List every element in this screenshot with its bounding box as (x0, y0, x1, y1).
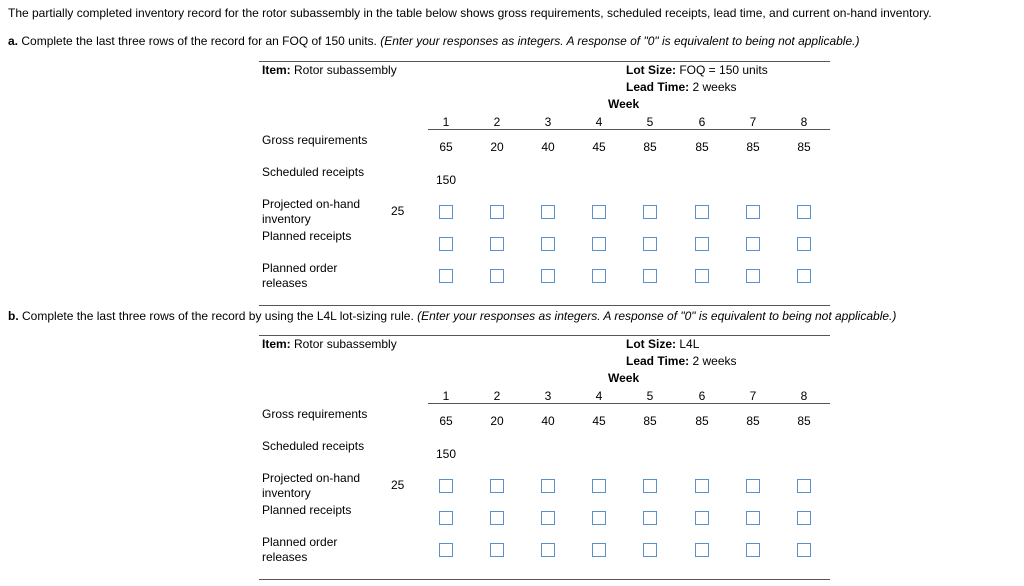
week-header-rule (428, 403, 830, 404)
week-number: 5 (646, 389, 654, 403)
planned-order-release-input[interactable] (541, 543, 555, 557)
gross-requirement-value: 45 (592, 140, 606, 154)
gross-requirement-value: 20 (490, 140, 504, 154)
planned-order-release-input[interactable] (695, 269, 709, 283)
week-number: 3 (544, 115, 552, 129)
gross-requirement-value: 40 (541, 414, 555, 428)
scheduled-receipts-label: Scheduled receipts (262, 165, 365, 179)
projected-on-hand-input[interactable] (541, 479, 555, 493)
part-b-text: Complete the last three rows of the record by using the L4L lot-sizing rule. (22, 309, 414, 323)
week-number: 4 (595, 115, 603, 129)
item-value: Rotor subassembly (294, 337, 397, 351)
projected-on-hand-input[interactable] (695, 205, 709, 219)
lead-time-value: 2 weeks (692, 354, 737, 368)
week-number: 8 (800, 115, 808, 129)
inventory-record-foq (259, 61, 830, 306)
initial-on-hand: 25 (391, 204, 405, 218)
part-a-label: a. (8, 34, 19, 48)
planned-receipt-input[interactable] (439, 511, 453, 525)
week-number: 3 (544, 389, 552, 403)
projected-on-hand-input[interactable] (541, 205, 555, 219)
projected-on-hand-label: Projected on-hand inventory (262, 197, 361, 226)
week-header: Week (608, 371, 640, 385)
projected-on-hand-input[interactable] (643, 205, 657, 219)
record-bottom-rule (259, 305, 830, 306)
scheduled-receipt-value: 150 (435, 447, 457, 461)
planned-order-release-input[interactable] (490, 543, 504, 557)
planned-receipts-label: Planned receipts (262, 503, 352, 517)
lot-size-label: Lot Size: (626, 337, 676, 351)
planned-receipt-input[interactable] (439, 237, 453, 251)
week-number: 7 (749, 389, 757, 403)
part-b-note: (Enter your responses as integers. A response of "0" is equivalent to being not applicable.) (417, 309, 897, 323)
planned-order-release-input[interactable] (439, 543, 453, 557)
projected-on-hand-input[interactable] (695, 479, 709, 493)
lot-size-value: L4L (679, 337, 700, 351)
projected-on-hand-input[interactable] (439, 205, 453, 219)
gross-requirement-value: 85 (643, 414, 657, 428)
planned-order-release-input[interactable] (746, 269, 760, 283)
week-header-rule (428, 129, 830, 130)
lead-time (626, 80, 737, 94)
gross-requirement-value: 65 (439, 140, 453, 154)
planned-receipt-input[interactable] (592, 511, 606, 525)
part-b-instruction (8, 309, 896, 323)
planned-receipts-label: Planned receipts (262, 229, 352, 243)
planned-order-release-input[interactable] (746, 543, 760, 557)
item-value: Rotor subassembly (294, 63, 397, 77)
item-label: Item: (262, 337, 291, 351)
projected-on-hand-input[interactable] (643, 479, 657, 493)
lead-time (626, 354, 737, 368)
planned-order-releases-label: Planned order releases (262, 261, 338, 290)
planned-receipt-input[interactable] (695, 237, 709, 251)
projected-on-hand-input[interactable] (490, 205, 504, 219)
planned-receipt-input[interactable] (541, 511, 555, 525)
planned-receipt-input[interactable] (695, 511, 709, 525)
gross-requirement-value: 20 (490, 414, 504, 428)
planned-order-release-input[interactable] (541, 269, 555, 283)
initial-on-hand: 25 (391, 478, 405, 492)
projected-on-hand-input[interactable] (746, 205, 760, 219)
planned-order-release-input[interactable] (643, 543, 657, 557)
projected-on-hand-input[interactable] (592, 479, 606, 493)
planned-order-release-input[interactable] (797, 269, 811, 283)
week-number: 1 (442, 115, 450, 129)
week-number: 4 (595, 389, 603, 403)
planned-receipt-input[interactable] (592, 237, 606, 251)
projected-on-hand-label: Projected on-hand inventory (262, 471, 361, 500)
planned-receipt-input[interactable] (490, 237, 504, 251)
gross-requirement-value: 85 (695, 140, 709, 154)
lot-size (626, 337, 699, 351)
planned-order-release-input[interactable] (439, 269, 453, 283)
planned-order-release-input[interactable] (797, 543, 811, 557)
gross-requirement-value: 85 (797, 414, 811, 428)
gross-requirements-label: Gross requirements (262, 407, 368, 421)
projected-on-hand-input[interactable] (592, 205, 606, 219)
scheduled-receipt-value: 150 (435, 173, 457, 187)
item-header (262, 63, 397, 77)
gross-requirement-value: 85 (643, 140, 657, 154)
week-number: 6 (698, 115, 706, 129)
planned-receipt-input[interactable] (490, 511, 504, 525)
part-a-text: Complete the last three rows of the record for an FOQ of 150 units. (21, 34, 377, 48)
scheduled-receipts-label: Scheduled receipts (262, 439, 365, 453)
planned-receipt-input[interactable] (797, 511, 811, 525)
week-number: 5 (646, 115, 654, 129)
planned-receipt-input[interactable] (541, 237, 555, 251)
planned-receipt-input[interactable] (746, 511, 760, 525)
part-a-instruction (8, 34, 859, 48)
planned-receipt-input[interactable] (797, 237, 811, 251)
gross-requirement-value: 85 (797, 140, 811, 154)
record-top-rule (259, 335, 830, 336)
week-number: 6 (698, 389, 706, 403)
planned-order-release-input[interactable] (695, 543, 709, 557)
gross-requirement-value: 85 (695, 414, 709, 428)
week-number: 7 (749, 115, 757, 129)
lot-size-label: Lot Size: (626, 63, 676, 77)
intro-text: The partially completed inventory record for the rotor subassembly in the table below shows gross requirements, scheduled receipts, lead time, and current on-hand inventory. (8, 6, 932, 20)
planned-order-release-input[interactable] (490, 269, 504, 283)
gross-requirement-value: 45 (592, 414, 606, 428)
gross-requirements-label: Gross requirements (262, 133, 368, 147)
item-label: Item: (262, 63, 291, 77)
gross-requirement-value: 85 (746, 414, 760, 428)
projected-on-hand-input[interactable] (439, 479, 453, 493)
projected-on-hand-input[interactable] (797, 479, 811, 493)
gross-requirement-value: 40 (541, 140, 555, 154)
lot-size-value: FOQ = 150 units (679, 63, 768, 77)
planned-order-release-input[interactable] (643, 269, 657, 283)
projected-on-hand-input[interactable] (797, 205, 811, 219)
week-number: 1 (442, 389, 450, 403)
record-top-rule (259, 61, 830, 62)
planned-order-releases-label: Planned order releases (262, 535, 338, 564)
planned-order-release-input[interactable] (592, 269, 606, 283)
lead-time-value: 2 weeks (692, 80, 737, 94)
item-header (262, 337, 397, 351)
gross-requirement-value: 65 (439, 414, 453, 428)
inventory-record-l4l (259, 335, 830, 580)
part-b-label: b. (8, 309, 19, 323)
week-number: 2 (493, 115, 501, 129)
planned-receipt-input[interactable] (643, 237, 657, 251)
planned-receipt-input[interactable] (643, 511, 657, 525)
week-number: 2 (493, 389, 501, 403)
gross-requirement-value: 85 (746, 140, 760, 154)
planned-receipt-input[interactable] (746, 237, 760, 251)
lead-time-label: Lead Time: (626, 354, 690, 368)
week-header: Week (608, 97, 640, 111)
projected-on-hand-input[interactable] (490, 479, 504, 493)
week-number: 8 (800, 389, 808, 403)
lot-size (626, 63, 768, 77)
planned-order-release-input[interactable] (592, 543, 606, 557)
record-bottom-rule (259, 579, 830, 580)
projected-on-hand-input[interactable] (746, 479, 760, 493)
part-a-note: (Enter your responses as integers. A response of "0" is equivalent to being not applicable.) (380, 34, 860, 48)
lead-time-label: Lead Time: (626, 80, 690, 94)
